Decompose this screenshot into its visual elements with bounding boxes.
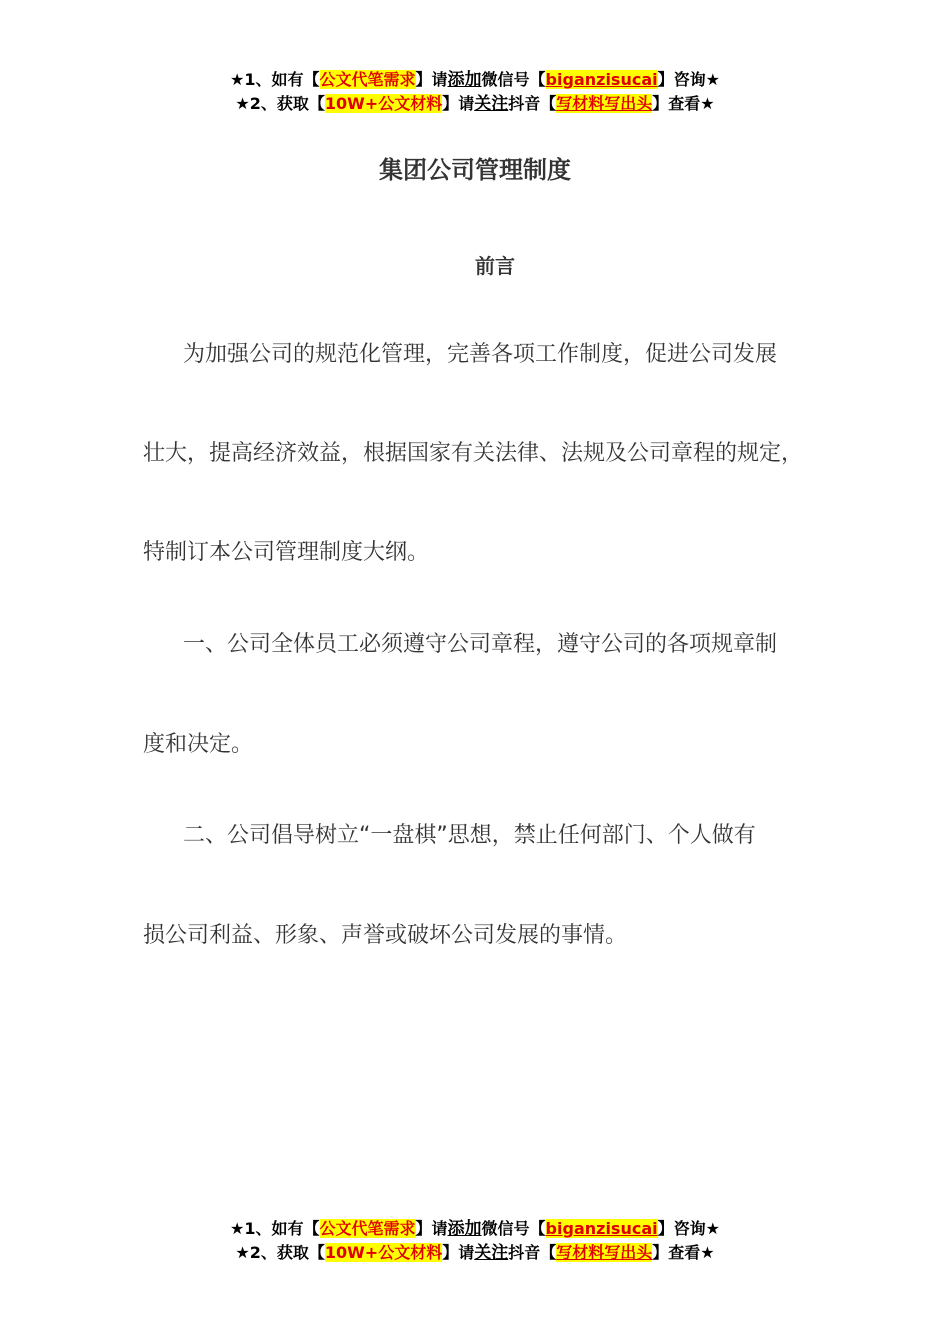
banner-text: 】请 <box>415 1219 448 1238</box>
paragraph-line: 损公司利益、形象、声誉或破坏公司发展的事情。 <box>143 923 628 948</box>
banner-text: 】请 <box>442 1243 475 1262</box>
paragraph-line: 特制订本公司管理制度大纲。 <box>143 540 430 565</box>
banner-line-1 <box>0 1217 950 1241</box>
banner-highlight: 10W+公文材料 <box>324 1243 443 1262</box>
banner-emphasis: 关注 <box>474 94 509 114</box>
paragraph-line: 一、公司全体员工必须遵守公司章程，遵守公司的各项规章制 <box>183 632 778 657</box>
paragraph-line: 度和决定。 <box>143 732 254 757</box>
document-title: 集团公司管理制度 <box>379 156 571 184</box>
banner-text: 抖音【 <box>508 94 557 113</box>
wechat-id-link[interactable]: biganzisucai <box>545 70 658 89</box>
banner-highlight: 公文代笔需求 <box>319 70 416 89</box>
header-banner <box>0 68 950 116</box>
banner-text: ★2、获取【 <box>235 94 325 113</box>
section-title: 前言 <box>475 254 515 278</box>
banner-text: 抖音【 <box>508 1243 557 1262</box>
banner-emphasis: 添加 <box>447 70 482 90</box>
paragraph-line: 为加强公司的规范化管理，完善各项工作制度，促进公司发展 <box>183 342 778 367</box>
banner-text: 】咨询★ <box>657 1219 720 1238</box>
banner-text: 】查看★ <box>652 1243 715 1262</box>
banner-line-2 <box>0 92 950 116</box>
banner-text: 】咨询★ <box>657 70 720 89</box>
banner-line-1 <box>0 68 950 92</box>
banner-line-2 <box>0 1241 950 1265</box>
banner-text: ★2、获取【 <box>235 1243 325 1262</box>
wechat-id-link[interactable]: biganzisucai <box>545 1219 658 1238</box>
banner-text: 】请 <box>415 70 448 89</box>
paragraph-line: 二、公司倡导树立“一盘棋”思想，禁止任何部门、个人做有 <box>183 823 756 848</box>
banner-text: 微信号【 <box>481 70 546 89</box>
banner-text: ★1、如有【 <box>230 1219 320 1238</box>
banner-emphasis: 关注 <box>474 1243 509 1263</box>
banner-emphasis: 添加 <box>447 1219 482 1239</box>
banner-highlight: 公文代笔需求 <box>319 1219 416 1238</box>
footer-banner <box>0 1217 950 1265</box>
banner-text: ★1、如有【 <box>230 70 320 89</box>
banner-text: 】查看★ <box>652 94 715 113</box>
paragraph-line: 壮大，提高经济效益，根据国家有关法律、法规及公司章程的规定， <box>143 441 804 466</box>
douyin-account-link[interactable]: 写材料写出头 <box>556 94 653 113</box>
douyin-account-link[interactable]: 写材料写出头 <box>556 1243 653 1262</box>
banner-text: 】请 <box>442 94 475 113</box>
banner-highlight: 10W+公文材料 <box>324 94 443 113</box>
banner-text: 微信号【 <box>481 1219 546 1238</box>
